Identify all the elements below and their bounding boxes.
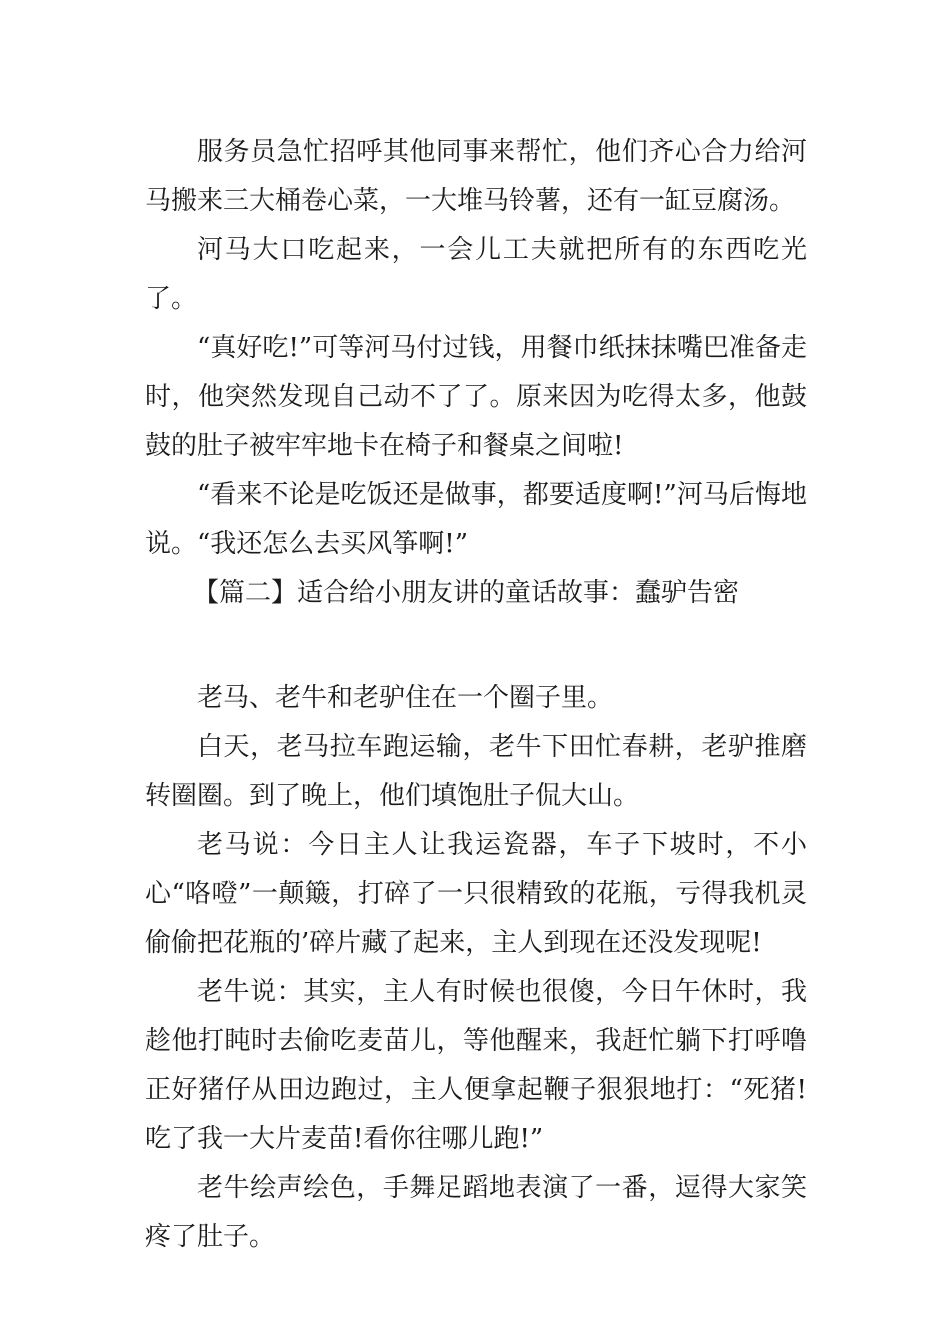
paragraph: “真好吃!”可等河马付过钱，用餐巾纸抹抹嘴巴准备走时，他突然发现自己动不了了。原来因为吃得太多，他鼓鼓的肚子被牢牢地卡在椅子和餐桌之间啦! xyxy=(145,333,807,461)
paragraph: 老马、老牛和老驴住在一个圈子里。 xyxy=(197,683,614,713)
paragraph: 服务员急忙招呼其他同事来帮忙，他们齐心合力给河马搬来三大桶卷心菜，一大堆马铃薯，还有一缸豆腐汤。 xyxy=(145,137,807,216)
paragraph: “看来不论是吃饭还是做事，都要适度啊!”河马后悔地说。“我还怎么去买风筝啊!” xyxy=(145,480,807,559)
paragraph: 老马说：今日主人让我运瓷器，车子下坡时，不小心“咯噔”一颠簸，打碎了一只很精致的花瓶，亏得我机灵偷偷把花瓶的’碎片藏了起来，主人到现在还没发现呢! xyxy=(145,830,807,958)
document-body xyxy=(145,128,807,1262)
section-heading: 【篇二】适合给小朋友讲的童话故事：蠢驴告密 xyxy=(193,578,740,608)
paragraph: 老牛说：其实，主人有时候也很傻，今日午休时，我趁他打盹时去偷吃麦苗儿，等他醒来，我赶忙躺下打呼噜正好猪仔从田边跑过，主人便拿起鞭子狠狠地打：“死猪!吃了我一大片麦苗!看你往哪儿跑!” xyxy=(145,977,807,1154)
paragraph: 白天，老马拉车跑运输，老牛下田忙春耕，老驴推磨转圈圈。到了晚上，他们填饱肚子侃大山。 xyxy=(145,732,807,811)
paragraph: 河马大口吃起来，一会儿工夫就把所有的东西吃光了。 xyxy=(145,235,807,314)
paragraph: 老牛绘声绘色，手舞足蹈地表演了一番，逗得大家笑疼了肚子。 xyxy=(145,1173,807,1252)
